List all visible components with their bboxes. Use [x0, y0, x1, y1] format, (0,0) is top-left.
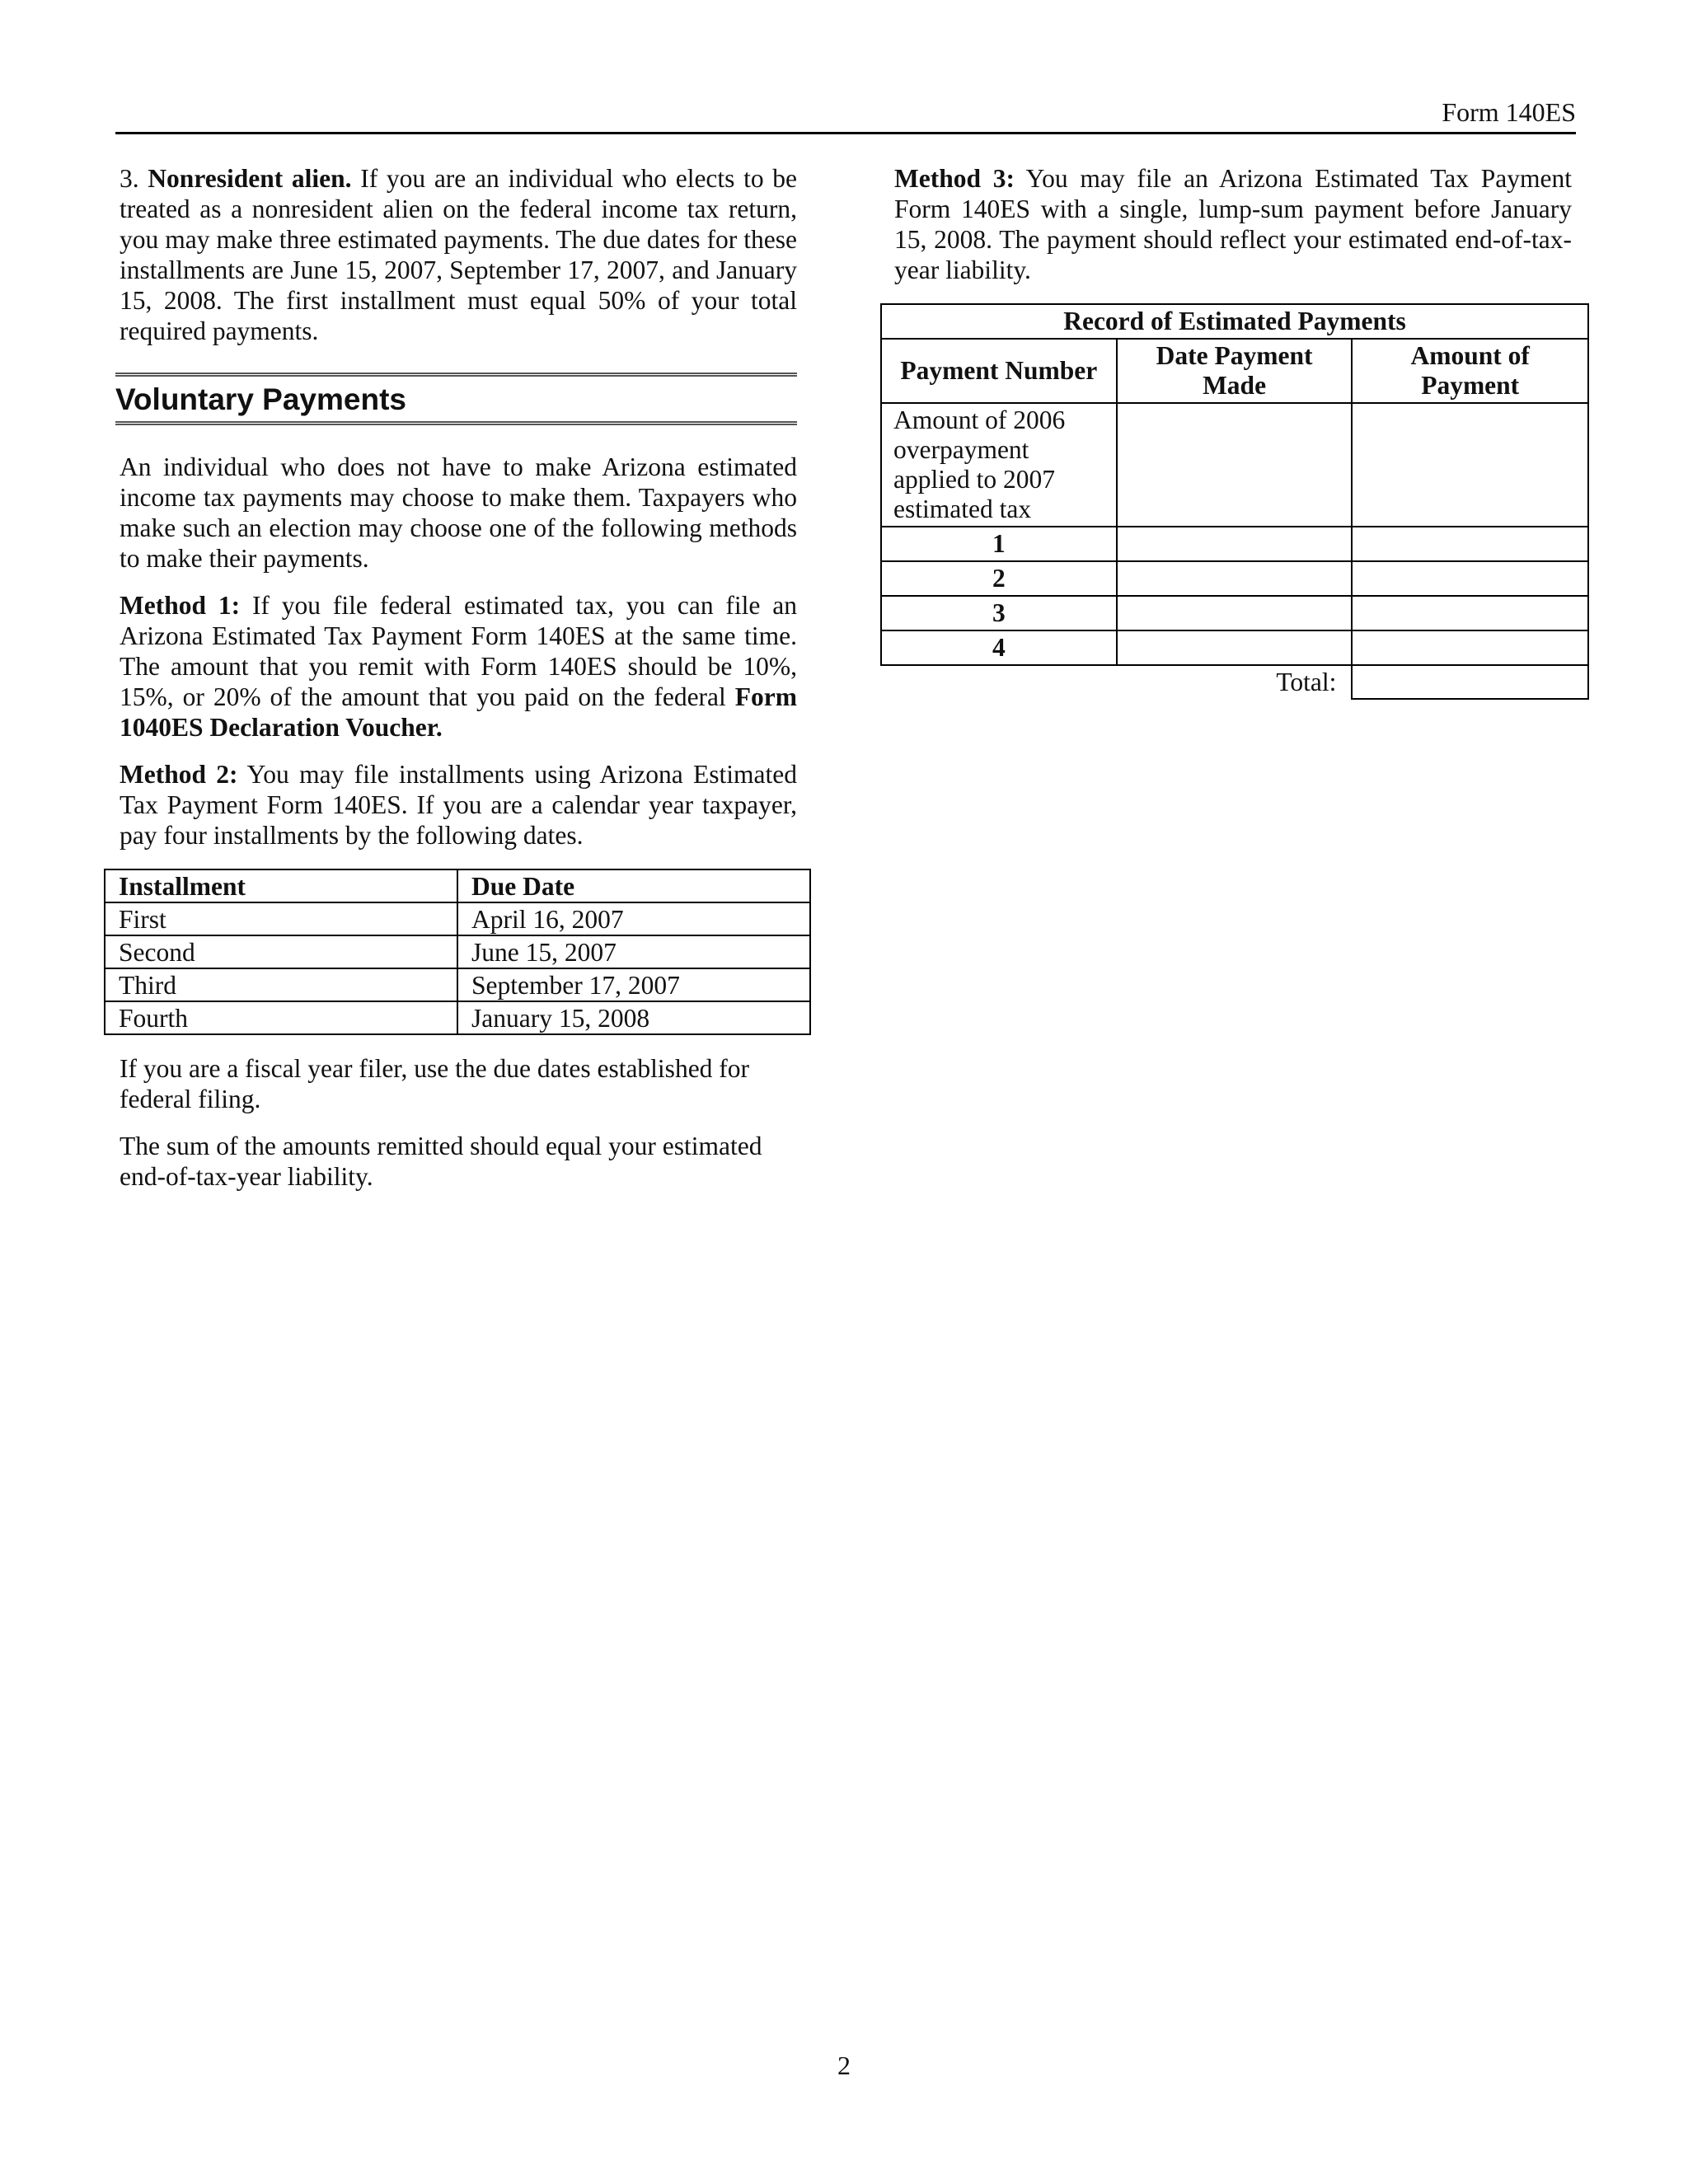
record-table	[880, 303, 1589, 700]
amount-input-cell[interactable]	[1352, 561, 1588, 596]
table-row	[105, 935, 810, 968]
date-input-cell[interactable]	[1117, 527, 1353, 561]
item3-text: If you are an individual who elects to be treated as a nonresident alien on the federal income tax return, you may make three estimated payments. The due dates for these installments are June 15, 2007, September 17, 2007, and January 15, 2008. The first installment must equal 50% of your total required payments.	[120, 164, 798, 345]
method3-text: You may file an Arizona Estimated Tax Payment Form 140ES with a single, lump-sum payment before January 15, 2008. The payment should reflect your estimated end-of-tax-year liability.	[894, 164, 1572, 284]
method1-bold-end: Form 1040ES Declaration Voucher.	[120, 682, 797, 742]
method2-label: Method 2:	[120, 760, 238, 789]
table-row	[105, 968, 810, 1001]
method2-paragraph	[120, 759, 797, 851]
record-table-title: Record of Estimated Payments	[881, 304, 1588, 339]
installment-cell: Third	[105, 968, 457, 1001]
fiscal-note: If you are a fiscal year filer, use the due dates established for federal filing.	[120, 1054, 750, 1113]
header-rule	[115, 132, 1576, 134]
total-input-cell[interactable]	[1352, 665, 1588, 699]
item3-bold: Nonresident alien.	[148, 164, 352, 193]
due-date-cell: September 17, 2007	[457, 968, 810, 1001]
payment-number: 1	[881, 527, 1117, 561]
header-amount-of-payment: Amount of Payment	[1352, 339, 1588, 403]
intro-paragraph: An individual who does not have to make Arizona estimated income tax payments may choose to make them. Taxpayers who make such an election may choose one of the following methods to make their payments.	[120, 452, 797, 573]
table-row	[881, 596, 1588, 630]
table-row	[105, 1001, 810, 1034]
record-header-row	[881, 339, 1588, 403]
due-date-cell: January 15, 2008	[457, 1001, 810, 1034]
total-label: Total:	[1276, 668, 1337, 696]
table-row	[105, 902, 810, 935]
due-date-cell: June 15, 2007	[457, 935, 810, 968]
total-row	[881, 665, 1588, 699]
item3-lead: 3.	[120, 164, 148, 193]
date-input-cell[interactable]	[1117, 561, 1353, 596]
amount-input-cell[interactable]	[1352, 403, 1588, 527]
installment-cell: Fourth	[105, 1001, 457, 1034]
page-number: 2	[837, 2050, 851, 2080]
amount-input-cell[interactable]	[1352, 630, 1588, 665]
table-row	[881, 561, 1588, 596]
record-title-row	[881, 304, 1588, 339]
table-header-row	[105, 869, 810, 902]
table-row	[881, 630, 1588, 665]
method3-paragraph	[894, 163, 1572, 285]
amount-input-cell[interactable]	[1352, 527, 1588, 561]
section-title: Voluntary Payments	[115, 373, 797, 425]
method3-label: Method 3:	[894, 164, 1015, 193]
overpayment-row	[881, 403, 1588, 527]
method2-text: You may file installments using Arizona Estimated Tax Payment Form 140ES. If you are a calendar year taxpayer, pay four installments by the following dates.	[120, 760, 797, 850]
payment-number: 2	[881, 561, 1117, 596]
installment-table	[104, 869, 811, 1035]
method1-label: Method 1:	[120, 591, 241, 620]
payment-number: 3	[881, 596, 1117, 630]
item3-paragraph	[120, 163, 797, 346]
payment-number: 4	[881, 630, 1117, 665]
right-column	[894, 163, 1572, 700]
date-input-cell[interactable]	[1117, 596, 1353, 630]
method1-text: If you file federal estimated tax, you can file an Arizona Estimated Tax Payment Form 140ES at the same time. The amount that you remit with Form 140ES should be 10%, 15%, or 20% of the amount that you paid on the federal	[120, 591, 797, 711]
installment-cell: First	[105, 902, 457, 935]
sum-note: The sum of the amounts remitted should equal your estimated end-of-tax-year liability.	[120, 1132, 762, 1191]
method1-paragraph	[120, 590, 797, 743]
overpayment-label: Amount of 2006 overpayment applied to 2007 estimated tax	[881, 403, 1117, 527]
table-row	[881, 527, 1588, 561]
header-due-date: Due Date	[457, 869, 810, 902]
form-label: Form 140ES	[1442, 97, 1576, 127]
installment-cell: Second	[105, 935, 457, 968]
header-payment-number: Payment Number	[881, 339, 1117, 403]
date-input-cell[interactable]	[1117, 403, 1353, 527]
date-input-cell[interactable]	[1117, 630, 1353, 665]
header-date-payment-made: Date Payment Made	[1117, 339, 1353, 403]
due-date-cell: April 16, 2007	[457, 902, 810, 935]
header-installment: Installment	[105, 869, 457, 902]
left-column	[115, 163, 798, 1192]
amount-input-cell[interactable]	[1352, 596, 1588, 630]
